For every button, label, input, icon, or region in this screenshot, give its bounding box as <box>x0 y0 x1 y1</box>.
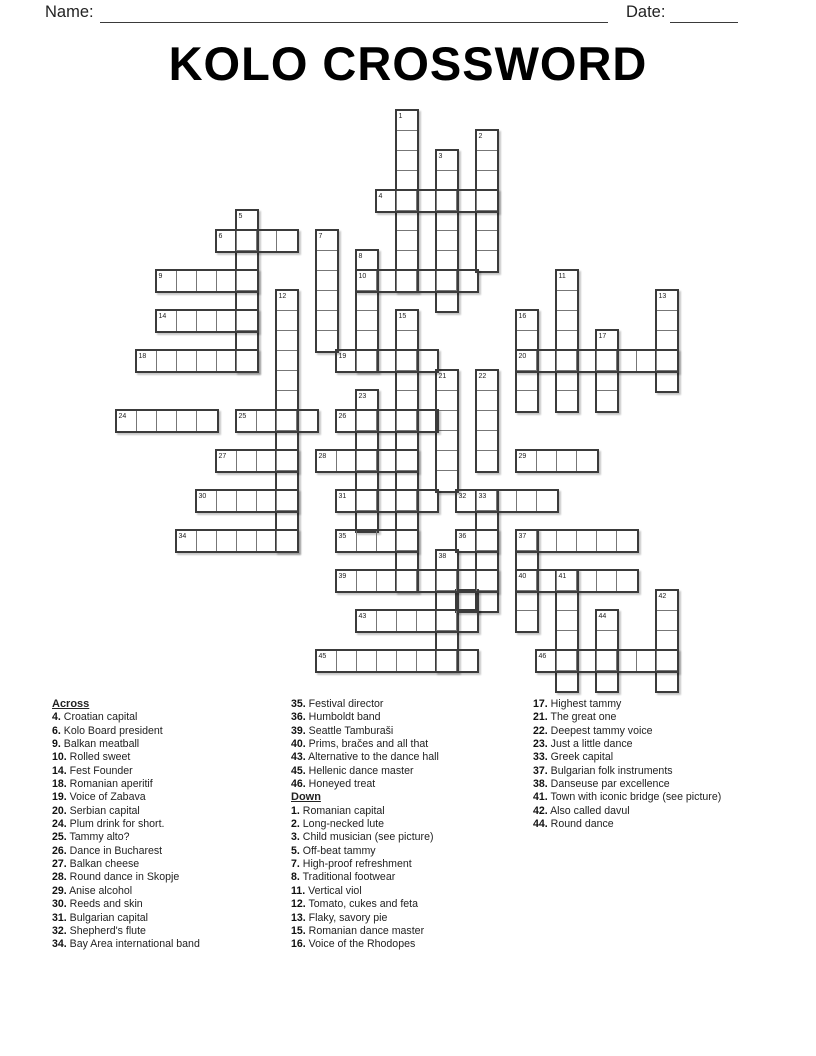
cell-number: 31 <box>338 492 347 500</box>
clue-item: 15. Romanian dance master <box>291 924 425 937</box>
grid-cell[interactable] <box>576 571 577 591</box>
grid-cell[interactable] <box>517 390 537 391</box>
grid-cell[interactable] <box>476 571 477 591</box>
grid-cell[interactable] <box>356 351 357 371</box>
grid-cell[interactable] <box>356 451 357 471</box>
grid-cell[interactable] <box>256 451 257 471</box>
word-run <box>515 569 639 593</box>
grid-cell[interactable] <box>236 351 237 371</box>
clue-column-2 <box>291 698 527 952</box>
grid-cell[interactable] <box>317 310 337 311</box>
grid-cell[interactable] <box>437 470 457 471</box>
grid-cell[interactable] <box>416 271 417 291</box>
grid-cell[interactable] <box>396 611 397 631</box>
cell-number: 2 <box>478 132 483 140</box>
cell-number: 34 <box>178 532 187 540</box>
grid-cell[interactable] <box>276 531 277 551</box>
grid-cell[interactable] <box>416 611 417 631</box>
cell-number: 1 <box>398 112 403 120</box>
down-clues-2 <box>533 698 765 831</box>
grid-cell[interactable] <box>396 651 397 671</box>
grid-cell[interactable] <box>437 410 457 411</box>
grid-cell[interactable] <box>476 191 477 211</box>
clue-item: 36. Humboldt band <box>291 711 381 724</box>
cell-number: 17 <box>598 332 607 340</box>
clue-item: 25. Tammy alto? <box>52 831 130 844</box>
word-run <box>355 609 479 633</box>
down-clues-1 <box>291 805 527 952</box>
word-run <box>655 289 679 393</box>
clue-item: 39. Seattle Tamburaši <box>291 724 394 737</box>
word-run <box>155 269 259 293</box>
clue-item: 9. Balkan meatball <box>52 738 140 751</box>
grid-cell[interactable] <box>536 531 537 551</box>
grid-cell[interactable] <box>536 571 537 591</box>
grid-cell[interactable] <box>657 630 677 631</box>
grid-cell[interactable] <box>356 651 357 671</box>
word-run <box>135 349 259 373</box>
clue-item: 14. Fest Founder <box>52 764 133 777</box>
grid-cell[interactable] <box>156 411 157 431</box>
grid-cell[interactable] <box>276 451 277 471</box>
page-title: KOLO CROSSWORD <box>168 37 648 90</box>
cell-number: 9 <box>158 272 163 280</box>
grid-cell[interactable] <box>557 330 577 331</box>
cell-number: 8 <box>358 252 363 260</box>
clue-item: 22. Deepest tammy voice <box>533 724 653 737</box>
clue-item: 23. Just a little dance <box>533 738 633 751</box>
word-run <box>335 489 439 513</box>
grid-cell[interactable] <box>437 450 457 451</box>
word-run <box>355 269 479 293</box>
clue-item: 24. Plum drink for short. <box>52 818 165 831</box>
clue-item: 11. Vertical viol <box>291 884 362 897</box>
cell-number: 46 <box>538 652 547 660</box>
clue-item: 12. Tomato, cukes and feta <box>291 898 419 911</box>
word-run <box>475 369 499 473</box>
clue-item: 1. Romanian capital <box>291 804 385 817</box>
grid-cell[interactable] <box>276 491 277 511</box>
grid-cell[interactable] <box>397 330 417 331</box>
grid-cell[interactable] <box>376 611 377 631</box>
grid-cell[interactable] <box>477 430 497 431</box>
grid-cell[interactable] <box>656 351 657 371</box>
grid-cell[interactable] <box>216 531 217 551</box>
cell-number: 15 <box>398 312 407 320</box>
grid-cell[interactable] <box>556 451 557 471</box>
word-run <box>515 349 679 373</box>
grid-cell[interactable] <box>397 250 417 251</box>
grid-cell[interactable] <box>277 370 297 371</box>
clue-item: 38. Danseuse par excellence <box>533 778 670 791</box>
cell-number: 32 <box>458 492 467 500</box>
grid-cell[interactable] <box>317 270 337 271</box>
clue-item: 19. Voice of Zabava <box>52 791 146 804</box>
cell-number: 43 <box>358 612 367 620</box>
grid-cell[interactable] <box>276 411 277 431</box>
grid-cell[interactable] <box>256 531 257 551</box>
word-run <box>655 589 679 693</box>
cell-number: 40 <box>518 572 527 580</box>
grid-cell[interactable] <box>196 411 197 431</box>
grid-cell[interactable] <box>477 410 497 411</box>
grid-cell[interactable] <box>416 491 417 511</box>
grid-cell[interactable] <box>216 271 217 291</box>
grid-cell[interactable] <box>396 451 397 471</box>
grid-cell[interactable] <box>416 191 417 211</box>
grid-cell[interactable] <box>397 390 417 391</box>
clue-item: 17. Highest tammy <box>533 698 622 710</box>
word-run <box>375 189 499 213</box>
word-run <box>555 269 579 413</box>
clue-item: 20. Serbian capital <box>52 804 140 817</box>
cell-number: 35 <box>338 532 347 540</box>
clue-item: 30. Reeds and skin <box>52 898 143 911</box>
grid-cell[interactable] <box>357 310 377 311</box>
grid-cell[interactable] <box>557 290 577 291</box>
grid-cell[interactable] <box>436 191 437 211</box>
clue-item: 43. Alternative to the dance hall <box>291 751 439 764</box>
grid-cell[interactable] <box>236 451 237 471</box>
grid-cell[interactable] <box>517 330 537 331</box>
grid-cell[interactable] <box>256 491 257 511</box>
across-clues-1 <box>52 711 284 951</box>
cell-number: 26 <box>338 412 347 420</box>
grid-cell[interactable] <box>236 311 237 331</box>
clue-column-3 <box>533 698 765 831</box>
grid-cell[interactable] <box>557 610 577 611</box>
grid-cell[interactable] <box>236 491 237 511</box>
clue-item: 7. High-proof refreshment <box>291 858 412 871</box>
grid-cell[interactable] <box>496 491 497 511</box>
grid-cell[interactable] <box>196 351 197 371</box>
word-run <box>335 529 419 553</box>
grid-cell[interactable] <box>216 491 217 511</box>
cell-number: 29 <box>518 452 527 460</box>
grid-cell[interactable] <box>596 531 597 551</box>
cell-number: 11 <box>558 272 566 280</box>
cell-number: 16 <box>518 312 527 320</box>
cell-number: 30 <box>198 492 207 500</box>
word-run <box>215 229 299 253</box>
grid-cell[interactable] <box>336 651 337 671</box>
clue-item: 21. The great one <box>533 711 617 724</box>
cell-number: 7 <box>318 232 323 240</box>
word-run <box>315 229 339 353</box>
grid-cell[interactable] <box>556 351 557 371</box>
grid-cell[interactable] <box>536 451 537 471</box>
grid-cell[interactable] <box>196 531 197 551</box>
word-run <box>155 309 259 333</box>
grid-cell[interactable] <box>456 191 457 211</box>
grid-cell[interactable] <box>437 170 457 171</box>
grid-cell[interactable] <box>616 351 617 371</box>
cell-number: 19 <box>338 352 347 360</box>
cell-number: 39 <box>338 572 347 580</box>
cell-number: 13 <box>658 292 667 300</box>
cell-number: 20 <box>518 352 527 360</box>
grid-cell[interactable] <box>216 351 217 371</box>
grid-cell[interactable] <box>396 351 397 371</box>
grid-cell[interactable] <box>376 491 377 511</box>
grid-cell[interactable] <box>276 231 277 251</box>
grid-cell[interactable] <box>356 411 357 431</box>
grid-cell[interactable] <box>236 531 237 551</box>
grid-cell[interactable] <box>436 611 437 631</box>
cell-number: 41 <box>558 572 567 580</box>
grid-cell[interactable] <box>536 491 537 511</box>
grid-cell[interactable] <box>256 411 257 431</box>
word-run <box>455 489 559 513</box>
word-run <box>335 349 439 373</box>
grid-cell[interactable] <box>277 350 297 351</box>
grid-cell[interactable] <box>657 330 677 331</box>
grid-cell[interactable] <box>296 411 297 431</box>
grid-cell[interactable] <box>456 611 457 631</box>
grid-cell[interactable] <box>556 531 557 551</box>
grid-cell[interactable] <box>196 311 197 331</box>
clue-item: 40. Prims, bračes and all that <box>291 738 429 751</box>
grid-cell[interactable] <box>277 310 297 311</box>
date-label: Date: <box>626 3 666 21</box>
grid-cell[interactable] <box>416 411 417 431</box>
grid-cell[interactable] <box>317 330 337 331</box>
grid-cell[interactable] <box>456 271 457 291</box>
clue-item: 32. Shepherd's flute <box>52 924 146 937</box>
grid-cell[interactable] <box>437 230 457 231</box>
cell-number: 14 <box>158 312 167 320</box>
grid-cell[interactable] <box>636 351 637 371</box>
grid-cell[interactable] <box>356 531 357 551</box>
grid-cell[interactable] <box>597 630 617 631</box>
clue-item: 6. Kolo Board president <box>52 724 163 737</box>
cell-number: 3 <box>438 152 443 160</box>
across-clues-2 <box>291 698 527 791</box>
clue-item: 33. Greek capital <box>533 751 614 764</box>
grid-cell[interactable] <box>396 191 397 211</box>
grid-cell[interactable] <box>397 130 417 131</box>
cell-number: 36 <box>458 532 467 540</box>
cell-number: 37 <box>518 532 527 540</box>
grid-cell[interactable] <box>357 330 377 331</box>
clue-item: 41. Town with iconic bridge (see picture) <box>533 791 722 804</box>
grid-cell[interactable] <box>376 571 377 591</box>
clue-item: 10. Rolled sweet <box>52 751 131 764</box>
grid-cell[interactable] <box>376 411 377 431</box>
grid-cell[interactable] <box>376 451 377 471</box>
cell-number: 38 <box>438 552 447 560</box>
down-header: Down <box>291 791 321 804</box>
clue-item: 45. Hellenic dance master <box>291 764 414 777</box>
grid-cell[interactable] <box>156 351 157 371</box>
grid-cell[interactable] <box>437 390 457 391</box>
cell-number: 24 <box>118 412 127 420</box>
grid-cell[interactable] <box>476 531 477 551</box>
grid-cell[interactable] <box>557 390 577 391</box>
clue-item: 18. Romanian aperitif <box>52 778 153 791</box>
grid-cell[interactable] <box>576 451 577 471</box>
grid-cell[interactable] <box>356 491 357 511</box>
cell-number: 10 <box>358 272 367 280</box>
cell-number: 23 <box>358 392 367 400</box>
grid-cell[interactable] <box>176 351 177 371</box>
grid-cell[interactable] <box>356 571 357 591</box>
word-run <box>175 529 299 553</box>
grid-cell[interactable] <box>376 351 377 371</box>
grid-cell[interactable] <box>396 271 397 291</box>
clue-item: 5. Off-beat tammy <box>291 844 376 857</box>
grid-cell[interactable] <box>176 411 177 431</box>
clue-item: 28. Round dance in Skopje <box>52 871 180 884</box>
grid-cell[interactable] <box>656 651 657 671</box>
grid-cell[interactable] <box>436 271 437 291</box>
clue-item: 44. Round dance <box>533 818 614 831</box>
word-run <box>195 489 299 513</box>
cell-number: 45 <box>318 652 327 660</box>
name-label: Name: <box>45 3 94 21</box>
grid-cell[interactable] <box>176 271 177 291</box>
grid-cell[interactable] <box>416 571 417 591</box>
cell-number: 42 <box>658 592 667 600</box>
cell-number: 21 <box>438 372 447 380</box>
clue-item: 16. Voice of the Rhodopes <box>291 938 416 951</box>
grid-cell[interactable] <box>437 250 457 251</box>
grid-cell[interactable] <box>636 651 637 671</box>
grid-cell[interactable] <box>136 411 137 431</box>
grid-cell[interactable] <box>397 230 417 231</box>
grid-cell[interactable] <box>256 231 257 251</box>
cell-number: 28 <box>318 452 327 460</box>
grid-cell[interactable] <box>477 150 497 151</box>
grid-cell[interactable] <box>576 651 577 671</box>
clue-item: 27. Balkan cheese <box>52 858 140 871</box>
word-run <box>515 449 599 473</box>
grid-cell[interactable] <box>196 271 197 291</box>
grid-cell[interactable] <box>396 531 397 551</box>
grid-cell[interactable] <box>317 250 337 251</box>
cell-number: 27 <box>218 452 227 460</box>
grid-cell[interactable] <box>396 411 397 431</box>
cell-number: 25 <box>238 412 247 420</box>
clue-item: 2. Long-necked lute <box>291 818 385 831</box>
grid-cell[interactable] <box>516 491 517 511</box>
grid-cell[interactable] <box>397 170 417 171</box>
grid-cell[interactable] <box>396 571 397 591</box>
grid-cell[interactable] <box>657 310 677 311</box>
clue-item: 46. Honeyed treat <box>291 778 376 791</box>
grid-cell[interactable] <box>336 451 337 471</box>
grid-cell[interactable] <box>477 230 497 231</box>
grid-cell[interactable] <box>216 311 217 331</box>
word-run <box>315 449 419 473</box>
grid-cell[interactable] <box>416 651 417 671</box>
grid-cell[interactable] <box>597 390 617 391</box>
grid-cell[interactable] <box>517 610 537 611</box>
grid-cell[interactable] <box>436 571 437 591</box>
grid-cell[interactable] <box>437 430 457 431</box>
clue-item: 42. Also called davul <box>533 804 630 817</box>
grid-cell[interactable] <box>477 170 497 171</box>
cell-number: 18 <box>138 352 147 360</box>
grid-cell[interactable] <box>556 571 557 591</box>
grid-cell[interactable] <box>596 351 597 371</box>
grid-cell[interactable] <box>616 571 617 591</box>
grid-cell[interactable] <box>536 351 537 371</box>
cell-number: 33 <box>478 492 487 500</box>
cell-number: 22 <box>478 372 487 380</box>
grid-cell[interactable] <box>556 651 557 671</box>
cell-number: 6 <box>218 232 223 240</box>
cell-number: 12 <box>278 292 287 300</box>
clue-item: 34. Bay Area international band <box>52 938 200 951</box>
grid-cell[interactable] <box>436 651 437 671</box>
clue-item: 13. Flaky, savory pie <box>291 911 388 924</box>
clue-item: 8. Traditional footwear <box>291 871 396 884</box>
grid-cell[interactable] <box>616 651 617 671</box>
grid-cell[interactable] <box>576 531 577 551</box>
grid-cell[interactable] <box>416 351 417 371</box>
grid-cell[interactable] <box>456 651 457 671</box>
clue-item: 31. Bulgarian capital <box>52 911 149 924</box>
across-header: Across <box>52 698 90 710</box>
grid-cell[interactable] <box>476 491 477 511</box>
grid-cell[interactable] <box>236 271 237 291</box>
grid-cell[interactable] <box>557 310 577 311</box>
grid-cell[interactable] <box>596 651 597 671</box>
word-run <box>535 649 679 673</box>
grid-cell[interactable] <box>477 450 497 451</box>
grid-cell[interactable] <box>396 491 397 511</box>
grid-cell[interactable] <box>376 531 377 551</box>
word-run <box>315 649 479 673</box>
clue-column-1 <box>52 698 284 952</box>
word-run <box>115 409 219 433</box>
cell-number: 44 <box>598 612 607 620</box>
grid-cell[interactable] <box>376 651 377 671</box>
word-run <box>215 449 299 473</box>
cell-number: 5 <box>238 212 243 220</box>
grid-cell[interactable] <box>236 231 237 251</box>
grid-cell[interactable] <box>176 311 177 331</box>
grid-cell[interactable] <box>616 531 617 551</box>
grid-cell[interactable] <box>557 630 577 631</box>
word-run <box>515 529 639 553</box>
grid-cell[interactable] <box>277 390 297 391</box>
grid-cell[interactable] <box>596 571 597 591</box>
grid-cell[interactable] <box>376 271 377 291</box>
grid-cell[interactable] <box>397 150 417 151</box>
grid-cell[interactable] <box>657 610 677 611</box>
grid-cell[interactable] <box>477 390 497 391</box>
word-run <box>335 409 439 433</box>
grid-cell[interactable] <box>456 571 457 591</box>
clue-item: 37. Bulgarian folk instruments <box>533 764 673 777</box>
grid-cell[interactable] <box>277 330 297 331</box>
clue-item: 4. Croatian capital <box>52 711 138 724</box>
word-run <box>235 409 319 433</box>
clue-item: 3. Child musician (see picture) <box>291 831 434 844</box>
grid-cell[interactable] <box>477 250 497 251</box>
clue-item: 26. Dance in Bucharest <box>52 844 163 857</box>
word-run <box>335 569 499 593</box>
clue-item: 35. Festival director <box>291 698 384 710</box>
clue-item: 29. Anise alcohol <box>52 884 133 897</box>
grid-cell[interactable] <box>317 290 337 291</box>
grid-cell[interactable] <box>576 351 577 371</box>
cell-number: 4 <box>378 192 383 200</box>
